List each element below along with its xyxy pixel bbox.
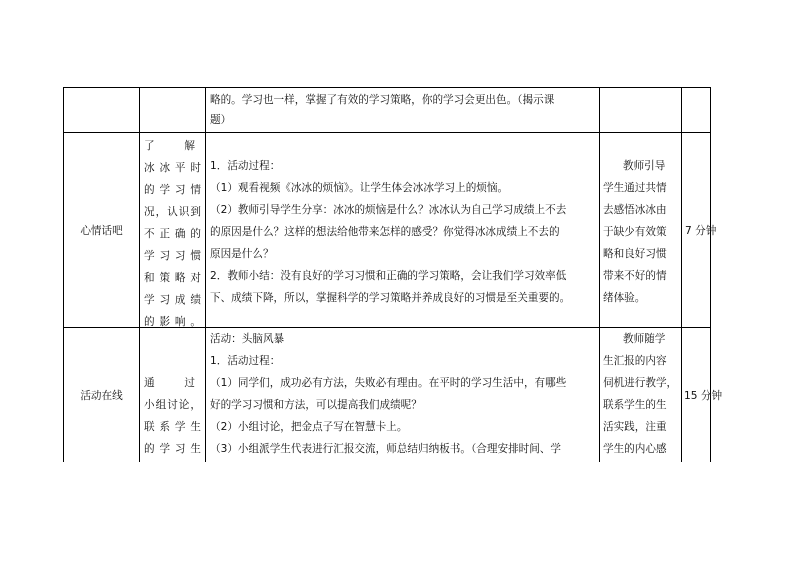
time-label: 15 分钟 <box>684 389 723 402</box>
teaching-intent-cell <box>599 132 681 327</box>
activity-content-cell <box>205 132 599 327</box>
teaching-intent-cell <box>599 87 681 132</box>
content-line: 的原因是什么？这样的想法给他带来怎样的感受？你觉得冰冰成绩上不去的 <box>210 226 560 238</box>
design-line: 冰 冰 平 时 <box>144 162 201 174</box>
design-line: 通 过 <box>144 377 195 389</box>
intent-line: 活实践，注重 <box>603 421 667 433</box>
table-row <box>63 132 717 328</box>
content-line: （1）观看视频《冰冰的烦恼》。让学生体会冰冰学习上的烦恼。 <box>210 182 509 194</box>
stage-cell <box>63 87 139 132</box>
intent-line: 去感悟冰冰由 <box>603 204 667 216</box>
stage-cell <box>63 132 139 327</box>
intent-line: 教师引导 <box>623 160 666 172</box>
time-cell <box>681 132 717 327</box>
intent-line: 略和良好习惯 <box>603 248 667 260</box>
content-line: 2．教师小结：没有良好的学习习惯和正确的学习策略，会让我们学习效率低 <box>210 270 567 282</box>
design-line: 况，认识到 <box>144 206 201 218</box>
intent-line: 伺机进行教学， <box>603 377 678 389</box>
content-line: （2）小组讨论，把金点子写在智慧卡上。 <box>210 421 408 433</box>
design-intent-cell <box>139 327 205 462</box>
design-line: 的 学 习 生 <box>144 443 201 455</box>
table-row <box>63 327 723 462</box>
time-cell <box>681 327 723 462</box>
content-line: 1．活动过程： <box>210 160 281 172</box>
intent-line: 学生的内心感 <box>603 443 667 455</box>
stage-cell <box>63 327 139 462</box>
content-line: （1）同学们，成功必有方法，失败必有理由。在平时的学习生活中，有哪些 <box>210 377 567 389</box>
intent-line: 带来不好的情 <box>603 270 667 282</box>
lesson-plan-table <box>63 87 723 462</box>
content-line: （2）教师引导学生分享：冰冰的烦恼是什么？冰冰认为自己学习成绩上不去 <box>210 204 567 216</box>
content-line: 活动：头脑风暴 <box>210 333 285 345</box>
design-line: 学 习 习 惯 <box>144 250 201 262</box>
design-line: 不 正 确 的 <box>144 228 201 240</box>
table-row <box>63 87 711 132</box>
time-label: 7 分钟 <box>685 224 717 237</box>
design-line: 的影响。 <box>144 316 201 328</box>
design-line: 小组讨论， <box>144 399 201 411</box>
intent-line: 教师随学 <box>623 333 666 345</box>
content-line: 题） <box>210 114 232 126</box>
design-intent-cell <box>139 132 205 327</box>
design-intent-cell <box>139 87 205 132</box>
intent-line: 于缺少有效策 <box>603 226 667 238</box>
design-line: 联 系 学 生 <box>144 421 201 433</box>
intent-line: 绪体验。 <box>603 292 646 304</box>
design-line: 和 策 略 对 <box>144 272 201 284</box>
intent-line: 生汇报的内容 <box>603 355 667 367</box>
content-line: （3）小组派学生代表进行汇报交流，师总结归纳板书。（合理安排时间、学 <box>210 443 562 455</box>
content-line: 原因是什么？ <box>210 248 274 260</box>
intent-line: 学生通过共情 <box>603 182 667 194</box>
intent-line: 联系学生的生 <box>603 399 667 411</box>
content-line: 好的学习习惯和方法，可以提高我们成绩呢？ <box>210 399 422 411</box>
stage-label: 心情话吧 <box>80 224 123 237</box>
teaching-intent-cell <box>599 327 681 462</box>
activity-content-cell <box>205 327 599 462</box>
content-line: 下、成绩下降，所以，掌握科学的学习策略并养成良好的习惯是至关重要的。 <box>210 292 571 304</box>
design-line: 的 学 习 情 <box>144 184 201 196</box>
content-line: 1．活动过程： <box>210 355 281 367</box>
design-line: 学 习 成 绩 <box>144 294 201 306</box>
time-cell <box>681 87 711 132</box>
activity-content-cell <box>205 87 599 132</box>
design-line: 了 解 <box>144 140 195 152</box>
stage-label: 活动在线 <box>80 389 123 402</box>
content-line: 略的。学习也一样，掌握了有效的学习策略，你的学习会更出色。（揭示课 <box>210 94 555 106</box>
